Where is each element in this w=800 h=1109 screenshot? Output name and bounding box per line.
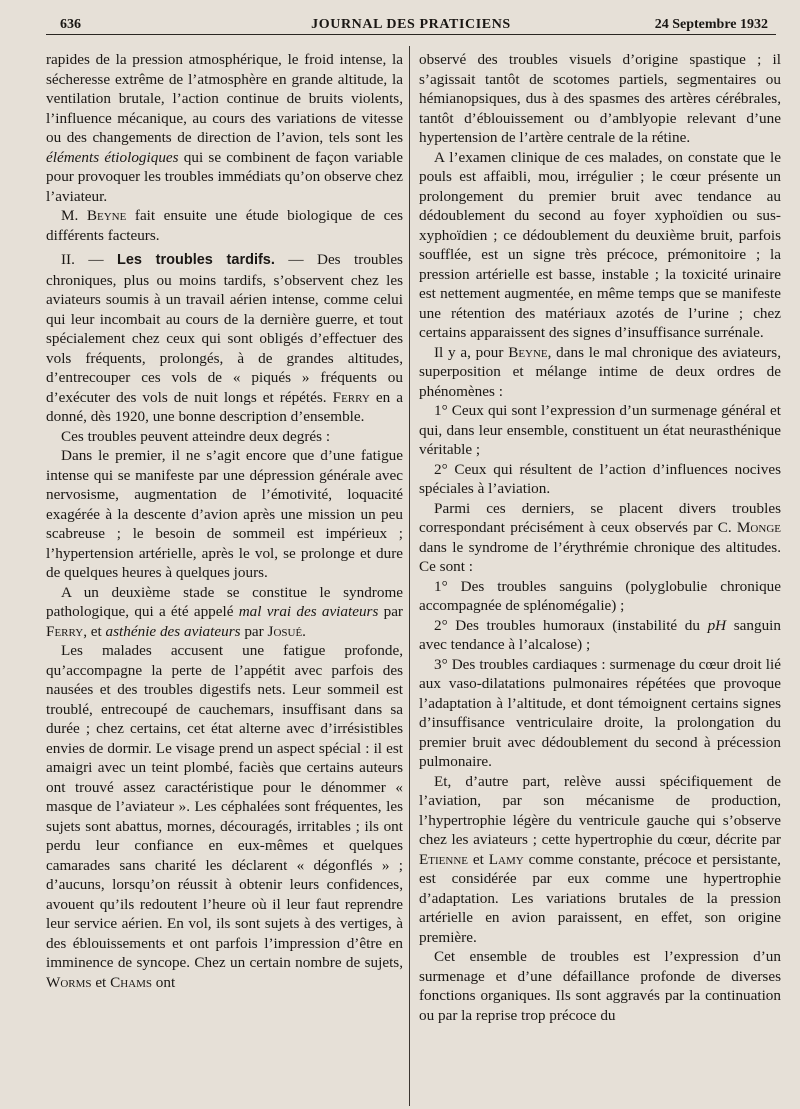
paragraph	[46, 583, 403, 642]
paragraph: Cet ensemble de troubles est l’expression d’un surmenage et d’une défaillance profonde de diverses fonctions organiques. Ils sont aggravés par la continuation ou par la reprise trop précoce du	[419, 948, 781, 1024]
author-name: Worms	[46, 973, 92, 991]
emphasis: éléments étiologiques	[46, 148, 179, 166]
right-column	[419, 50, 781, 1025]
text-run: — Des troubles chroniques, plus ou moins tardifs, s’observent chez les aviateurs soumis à un travail aérien intense, comme celui qui leur incombait au cours de la dernière guerre, et tout spécialement chez ceux qui sont obligés d’effectuer des vols fréquents, prolongés, à de grandes altitudes, d’entrecouper ces vols de « piqués » fréquents ou d’exécuter des vols de nuit longs et répétés.	[46, 251, 403, 406]
paragraph	[419, 772, 781, 948]
text-run: par	[378, 603, 403, 620]
paragraph: observé des troubles visuels d’origine spastique ; il s’agissait tantôt de scotomes partiels, segmentaires ou hémianopsiques, dus à des spasmes des artères cérébrales, tantôt d’éblouissement ou d’amblyopie relevant d’une hypertension de l’artère centrale de la rétine.	[419, 51, 781, 146]
journal-title: JOURNAL DES PRATICIENS	[311, 17, 511, 32]
author-name: Beyne	[508, 343, 548, 361]
text-run: par	[240, 622, 268, 640]
author-name: Josué	[267, 622, 303, 640]
author-name: Ferry	[332, 388, 370, 406]
paragraph	[46, 641, 403, 992]
section-number: II. —	[61, 251, 117, 268]
paragraph: Dans le premier, il ne s’agit encore que d’une fatigue intense qui se manifeste par une dépression générale avec nervosisme, augmentation de l’émotivité, loquacité exagérée à la descente d’avion après une mission un peu scabreuse ; le besoin de sommeil est impérieux ; l’hypertension artérielle, après le vol, se prolonge et dure de quelques heures à quelques jours.	[46, 447, 403, 581]
author-name: Etienne	[419, 850, 468, 868]
list-item: 1° Ceux qui sont l’expression d’un surmenage général et qui, dans leur ensemble, constituent un état neurasthénique véritable ;	[419, 402, 781, 458]
text-run: sanguin avec tendance à l’alcalose) ;	[419, 616, 781, 653]
paragraph	[46, 206, 403, 245]
text-run: , dans le mal chronique des aviateurs, superposition et mélange intime de deux ordres de phénomènes :	[419, 343, 782, 400]
text-run: en a donné, dès 1920, une bonne description d’ensemble.	[46, 388, 403, 425]
list-item: 1° Des troubles sanguins (polyglobulie chronique accompagnée de splénomégalie) ;	[419, 577, 781, 614]
text-run: comme constante, précoce et persistante, est considérée par eux comme une hypertrophie d’adaptation. Les variations brutales de la pression artérielle en avion paraissent, en effet, son origine première.	[419, 850, 781, 946]
author-name: Lamy	[488, 850, 524, 868]
text-run: fait ensuite une étude biologique de ces différents facteurs.	[46, 207, 403, 244]
emphasis: mal vrai des aviateurs	[238, 603, 379, 620]
text-run: dans le syndrome de l’érythrémie chronique des altitudes. Ce sont :	[419, 538, 781, 575]
paragraph	[419, 343, 781, 402]
author-name: Beyne	[86, 207, 127, 224]
author-name: C. Monge	[717, 519, 781, 536]
list-item	[419, 616, 781, 655]
paragraph: Ces troubles peuvent atteindre deux degrés :	[61, 427, 331, 445]
text-run: ont	[152, 973, 176, 991]
left-column	[46, 50, 403, 992]
text-run: et	[468, 850, 489, 868]
section-heading: Les troubles tardifs.	[117, 252, 275, 268]
list-item: 3° Des troubles cardiaques : surmenage du cœur droit lié aux vaso-dilatations pulmonaires répétées que provoque l’adaptation à l’altitude, et dont témoignent certains signes d’insuffisance ventriculaire droite, la prolongation du premier bruit avec dédoublement du second à précession pulmonaire.	[419, 655, 781, 770]
text-run: 2° Des troubles humoraux (instabilité du	[434, 616, 708, 634]
paragraph: A l’examen clinique de ces malades, on constate que le pouls est affaibli, mou, irrégulier ; le cœur présente un prolongement du premier bruit avec tendance au dédoublement du second au foyer xyphoïdien ou sus-xyphoïdien ; ce dédoublement du deuxième bruit, parfois soufflée, est un signe très précoce, prémonitoire ; la pression artérielle est basse, instable ; la toxicité urinaire est nettement augmentée, en même temps que se manifeste une rétention des matériaux azotés de l’urine ; chez certains apparaissent des signes d’insuffisance surrénale.	[419, 148, 781, 341]
text-run: .	[302, 622, 306, 640]
running-header	[46, 12, 776, 35]
emphasis: asthénie des aviateurs	[105, 622, 241, 640]
text-run: A un deuxième stade se constitue le syndrome pathologique, qui a été appelé	[46, 583, 403, 620]
section-paragraph	[46, 250, 403, 427]
author-name: Ferry	[46, 622, 84, 640]
column-rule	[409, 46, 410, 1106]
text-run: et	[91, 973, 111, 991]
text-run: Les malades accusent une fatigue profonde, qu’accompagne la perte de l’appétit avec parfois des nausées et des troubles digestifs nets. Leur sommeil est troublé, entrecoupé de cauchemars, insuffisant dans sa durée ; chez certains, cet état alterne avec d’irrésistibles envies de dormir. Le visage prend un aspect spécial : il est amaigri avec un teint plombé, faciès que certains auteurs ont trouvé assez caractéristique pour le dénommer « masque de l’aviateur ». Les céphalées sont fréquentes, les sujets sont abattus, mornes, découragés, irritables ; ils ont perdu leur confiance en eux-mêmes et quelques camarades sans charité les déclarent « dégonflés » ; d’aucuns, lorsqu’on réussit à obtenir leurs confidences, avouent qu’ils redoutent l’heure où il leur faut reprendre leur service aérien. En vol, ils sont sujets à des vertiges, à des éblouissements et ont parfois l’impression d’être en imminence de syncope. Chez un certain nombre de sujets,	[46, 642, 403, 971]
page-number: 636	[60, 17, 81, 32]
paragraph	[419, 499, 781, 577]
issue-date: 24 Septembre 1932	[654, 17, 768, 32]
emphasis: pH	[707, 616, 727, 634]
text-run: , et	[83, 622, 106, 640]
text-run: qui se combinent de façon variable pour provoquer les troubles immédiats qu’on observe chez l’aviateur.	[46, 148, 404, 205]
text-run: Et, d’autre part, relève aussi spécifiquement de l’aviation, par son mécanisme de production, l’hypertrophie légère du ventricule gauche qui s’observe chez les aviateurs ; cette hypertrophie du cœur, décrite par	[419, 772, 781, 848]
paragraph	[46, 50, 403, 206]
text-run: M.	[61, 207, 87, 224]
list-item: 2° Ceux qui résultent de l’action d’influences nocives spéciales à l’aviation.	[419, 460, 781, 497]
text-run: Parmi ces derniers, se placent divers troubles correspondant précisément à ceux observés par	[419, 499, 781, 536]
text-run: Il y a, pour	[434, 343, 509, 361]
author-name: Chams	[110, 973, 152, 991]
text-run: rapides de la pression atmosphérique, le froid intense, la sécheresse extrême de l’atmosphère en grande altitude, la ventilation brutale, l’action continue de bruits violents, l’influence mécanique, au cours des variations de vitesse ou des changements de direction de l’avion, tels sont les	[46, 51, 403, 146]
